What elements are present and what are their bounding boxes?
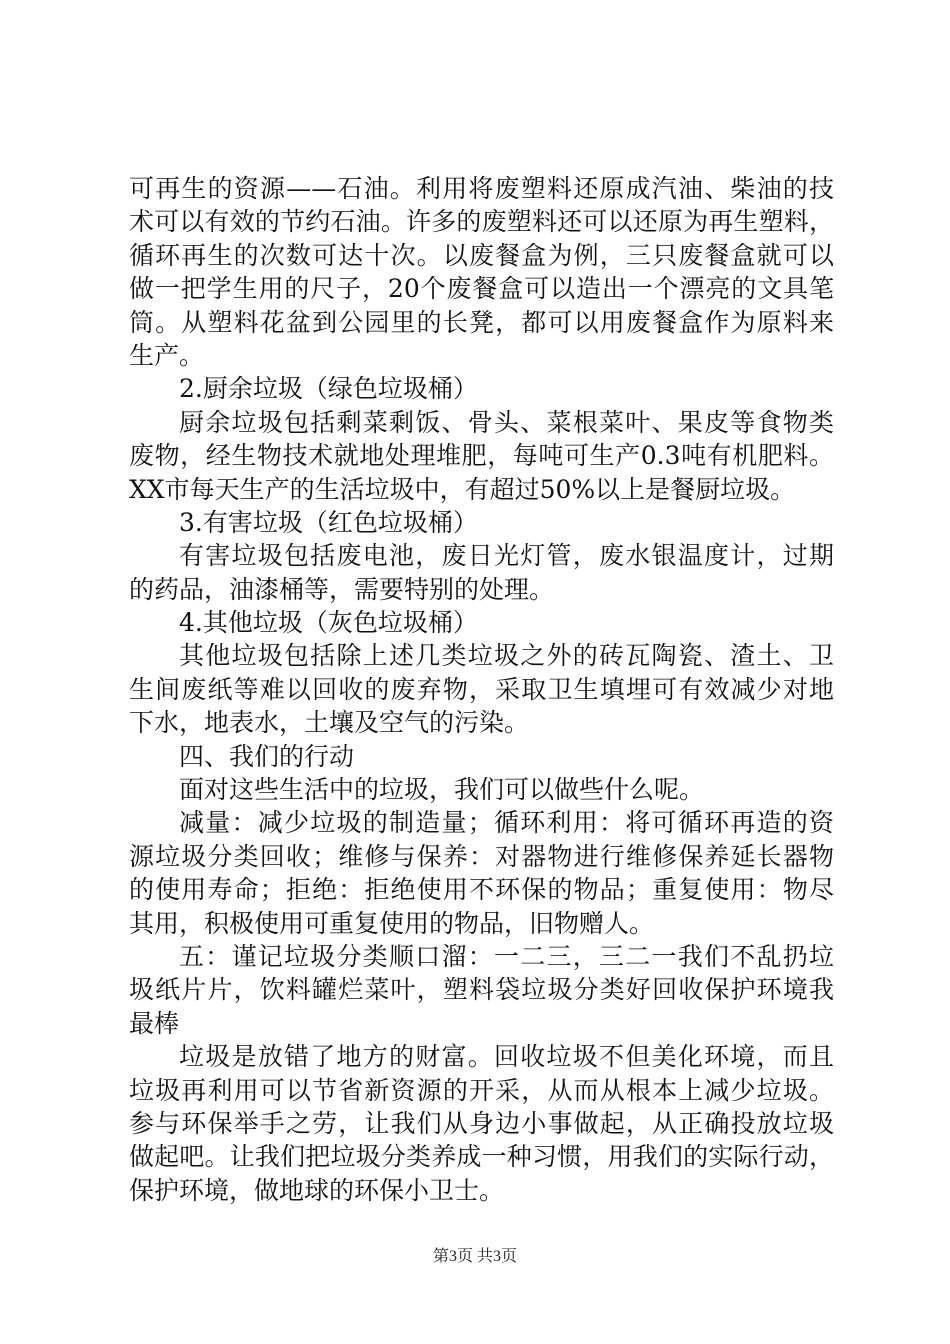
text-line: 最棒 xyxy=(129,1008,180,1038)
text-line: 的药品，油漆桶等，需要特别的处理。 xyxy=(129,574,555,604)
text-line: 废物，经生物技术就地处理堆肥，每吨可生产0.3吨有机肥料。 xyxy=(129,441,834,471)
page-number-footer: 第3页 共3页 xyxy=(432,1248,517,1265)
text-line: XX市每天生产的生活垃圾中，有超过50%以上是餐厨垃圾。 xyxy=(129,474,796,504)
text-line: 五：谨记垃圾分类顺口溜：一二三，三二一我们不乱扔垃 xyxy=(179,941,834,971)
text-line: 面对这些生活中的垃圾，我们可以做些什么呢。 xyxy=(179,775,705,805)
text-line: 参与环保举手之劳，让我们从身边小事做起，从正确投放垃圾 xyxy=(129,1108,834,1138)
text-line: 厨余垃圾包括剩菜剩饭、骨头、菜根菜叶、果皮等食物类 xyxy=(179,407,834,437)
section-heading: 四、我们的行动 xyxy=(179,741,355,771)
text-line: 下水，地表水，土壤及空气的污染。 xyxy=(129,708,530,738)
text-line: 循环再生的次数可达十次。以废餐盒为例，三只废餐盒就可以 xyxy=(129,240,834,270)
section-heading: 3.有害垃圾（红色垃圾桶） xyxy=(179,507,478,537)
text-line: 筒。从塑料花盆到公园里的长凳，都可以用废餐盒作为原料来 xyxy=(129,307,834,337)
text-line: 可再生的资源——石油。利用将废塑料还原成汽油、柴油的技 xyxy=(129,174,834,203)
text-line: 源垃圾分类回收；维修与保养：对器物进行维修保养延长器物 xyxy=(129,841,834,871)
text-line: 的使用寿命；拒绝：拒绝使用不环保的物品；重复使用：物尽 xyxy=(129,875,834,905)
text-line: 垃圾再利用可以节省新资源的开采，从而从根本上减少垃圾。 xyxy=(129,1075,834,1105)
body-text xyxy=(129,172,834,1207)
text-line: 其他垃圾包括除上述几类垃圾之外的砖瓦陶瓷、渣土、卫 xyxy=(179,641,834,671)
section-heading: 2.厨余垃圾（绿色垃圾桶） xyxy=(179,374,478,404)
text-line: 做起吧。让我们把垃圾分类养成一种习惯，用我们的实际行动， xyxy=(129,1142,834,1172)
section-heading: 4.其他垃圾（灰色垃圾桶） xyxy=(179,608,478,638)
text-line: 生间废纸等难以回收的废弃物，采取卫生填埋可有效减少对地 xyxy=(129,674,834,704)
text-line: 有害垃圾包括废电池，废日光灯管，废水银温度计，过期 xyxy=(179,541,834,571)
text-line: 其用，积极使用可重复使用的物品，旧物赠人。 xyxy=(129,908,655,938)
text-line: 圾纸片片，饮料罐烂菜叶，塑料袋垃圾分类好回收保护环境我 xyxy=(129,975,834,1005)
text-line: 做一把学生用的尺子，20个废餐盒可以造出一个漂亮的文具笔 xyxy=(129,274,834,304)
text-line: 保护环境，做地球的环保小卫士。 xyxy=(129,1175,505,1205)
text-line: 减量：减少垃圾的制造量；循环利用：将可循环再造的资 xyxy=(179,808,834,838)
text-line: 垃圾是放错了地方的财富。回收垃圾不但美化环境，而且 xyxy=(179,1042,834,1072)
text-line: 生产。 xyxy=(129,340,205,370)
text-line: 术可以有效的节约石油。许多的废塑料还可以还原为再生塑料， xyxy=(129,207,834,237)
